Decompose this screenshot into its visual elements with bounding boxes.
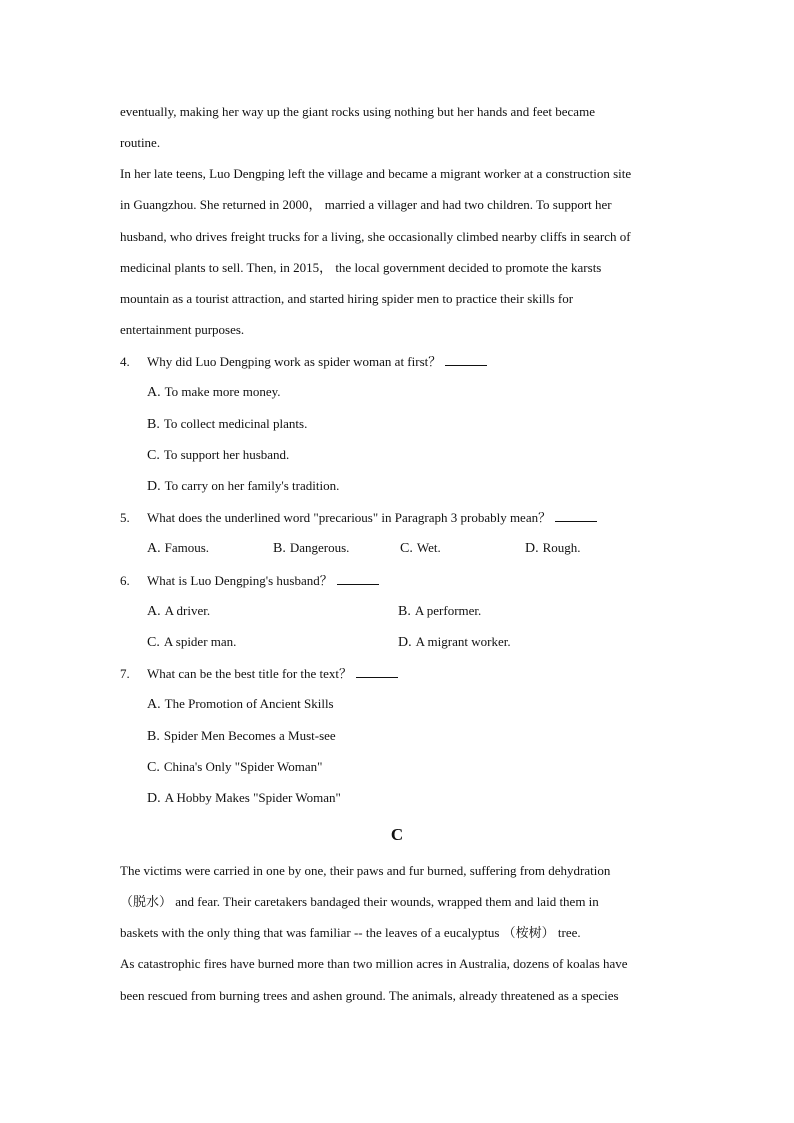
option-7a[interactable] [147, 696, 334, 713]
option-5d[interactable] [525, 540, 581, 557]
option-letter: B. [147, 729, 160, 744]
option-text: To make more money. [164, 384, 281, 399]
option-text: Dangerous. [289, 540, 350, 555]
answer-blank[interactable] [445, 353, 487, 366]
option-letter: A. [147, 385, 161, 400]
option-letter: C. [147, 448, 160, 463]
option-5a[interactable] [147, 540, 209, 557]
option-letter: C. [400, 541, 413, 556]
option-letter: B. [273, 541, 286, 556]
passage-line: （脱水） and fear. Their caretakers bandaged their wounds, wrapped them and laid them in [120, 894, 599, 909]
question-7 [120, 665, 398, 682]
option-text: A migrant worker. [415, 634, 511, 649]
option-text: To support her husband. [163, 447, 290, 462]
section-title: C [390, 825, 404, 844]
option-4c[interactable] [147, 447, 289, 464]
option-6c[interactable] [147, 634, 236, 651]
passage-line: been rescued from burning trees and ashen ground. The animals, already threatened as a species [120, 988, 619, 1003]
option-letter: D. [147, 791, 161, 806]
option-7b[interactable] [147, 728, 336, 745]
question-text: Why did Luo Dengping work as spider woman at first？ [147, 354, 442, 369]
question-5 [120, 509, 597, 526]
option-4b[interactable] [147, 416, 307, 433]
option-text: The Promotion of Ancient Skills [164, 696, 334, 711]
question-text: What does the underlined word "precarious" in Paragraph 3 probably mean？ [147, 510, 552, 525]
question-number: 4. [120, 354, 130, 369]
question-6 [120, 572, 379, 589]
option-letter: A. [147, 697, 161, 712]
option-text: A performer. [414, 603, 482, 618]
option-text: To carry on her family's tradition. [164, 478, 340, 493]
option-6a[interactable] [147, 603, 210, 620]
passage-line: entertainment purposes. [120, 322, 245, 337]
option-7c[interactable] [147, 759, 322, 776]
passage-line: in Guangzhou. She returned in 2000， married a villager and had two children. To support her [120, 197, 612, 212]
option-7d[interactable] [147, 790, 341, 807]
passage-line: routine. [120, 135, 161, 150]
option-5c[interactable] [400, 540, 441, 557]
option-4d[interactable] [147, 478, 339, 495]
passage-line: mountain as a tourist attraction, and started hiring spider men to practice their skills for [120, 291, 574, 306]
option-letter: C. [147, 760, 160, 775]
option-text: A spider man. [163, 634, 237, 649]
option-text: Spider Men Becomes a Must-see [163, 728, 336, 743]
passage-line: In her late teens, Luo Dengping left the village and became a migrant worker at a construction site [120, 166, 632, 181]
option-4a[interactable] [147, 384, 281, 401]
passage-line: husband, who drives freight trucks for a living, she occasionally climbed nearby cliffs in search of [120, 229, 631, 244]
question-text: What is Luo Dengping's husband？ [147, 573, 333, 588]
question-number: 6. [120, 573, 130, 588]
option-text: To collect medicinal plants. [163, 416, 308, 431]
option-5b[interactable] [273, 540, 349, 557]
option-letter: D. [398, 635, 412, 650]
option-6b[interactable] [398, 603, 481, 620]
passage-line: The victims were carried in one by one, their paws and fur burned, suffering from dehydration [120, 863, 611, 878]
option-letter: B. [147, 417, 160, 432]
option-letter: D. [525, 541, 539, 556]
option-text: Famous. [164, 540, 210, 555]
option-letter: A. [147, 541, 161, 556]
option-text: Rough. [542, 540, 581, 555]
option-letter: C. [147, 635, 160, 650]
question-text: What can be the best title for the text？ [147, 666, 353, 681]
option-letter: A. [147, 604, 161, 619]
answer-blank[interactable] [356, 665, 398, 678]
answer-blank[interactable] [555, 509, 597, 522]
option-text: Wet. [416, 540, 441, 555]
question-number: 7. [120, 666, 130, 681]
option-letter: B. [398, 604, 411, 619]
option-text: A driver. [164, 603, 211, 618]
passage-line: eventually, making her way up the giant rocks using nothing but her hands and feet became [120, 104, 595, 119]
option-6d[interactable] [398, 634, 511, 651]
option-letter: D. [147, 479, 161, 494]
answer-blank[interactable] [337, 572, 379, 585]
option-text: China's Only "Spider Woman" [163, 759, 323, 774]
question-number: 5. [120, 510, 130, 525]
passage-line: baskets with the only thing that was familiar -- the leaves of a eucalyptus （桉树） tree. [120, 925, 581, 940]
passage-line: medicinal plants to sell. Then, in 2015， the local government decided to promote the karsts [120, 260, 602, 275]
question-4 [120, 353, 487, 370]
option-text: A Hobby Makes "Spider Woman" [164, 790, 341, 805]
passage-line: As catastrophic fires have burned more than two million acres in Australia, dozens of koalas have [120, 956, 628, 971]
